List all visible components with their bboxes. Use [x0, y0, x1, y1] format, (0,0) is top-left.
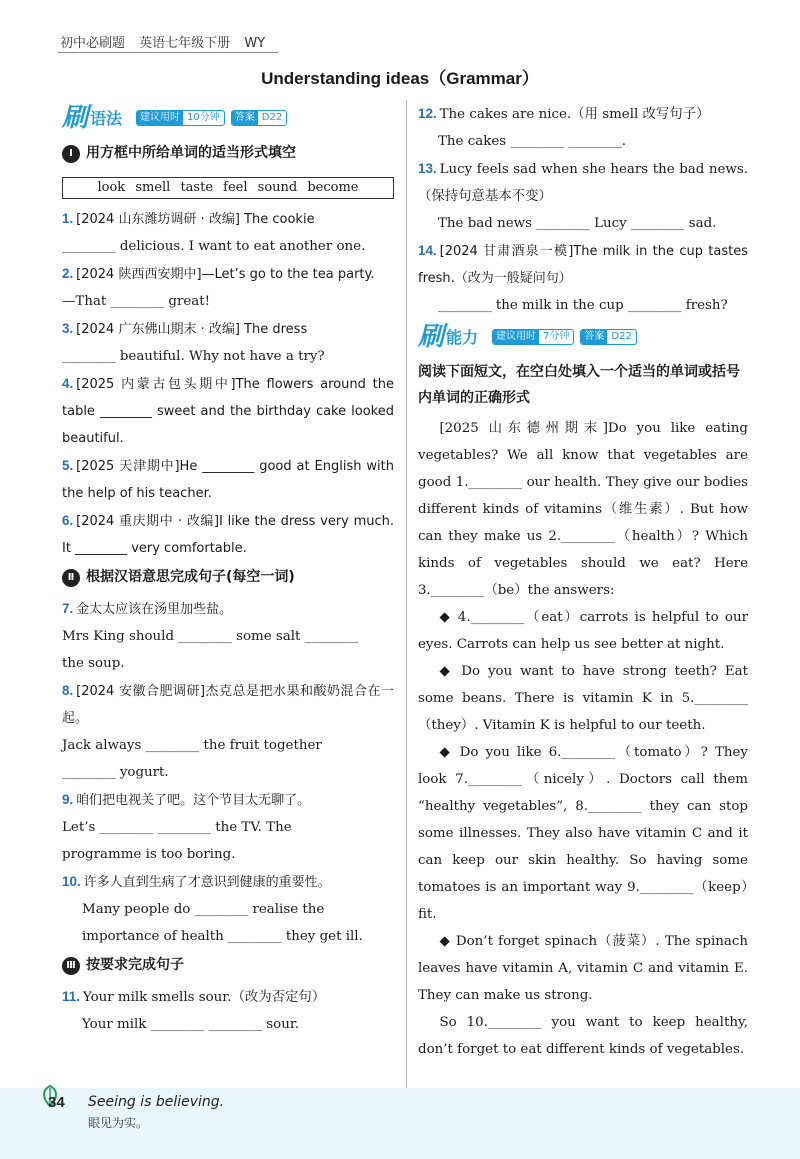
answer-pill: 答案 D22 — [231, 110, 287, 126]
column-divider — [406, 100, 407, 1090]
question-11: 11. Your milk smells sour.（改为否定句） Your milk ________ ________ sour. — [62, 989, 326, 1032]
right-column — [418, 100, 748, 1063]
time-pill: 建议用时 10分钟 — [136, 110, 225, 126]
answer-pill: 答案 D22 — [580, 329, 636, 345]
section-name: 语法 — [90, 108, 123, 128]
page-footer — [0, 1088, 800, 1159]
section-header-ability — [418, 319, 748, 355]
question-5: 5. [2025 天津期中]He ________ good at English with the help of his teacher. — [62, 458, 394, 501]
question-2: 2. [2024 陕西西安期中]—Let’s go to the tea party. —That ________ great! — [62, 266, 375, 309]
question-10: 10. 许多人直到生病了才意识到健康的重要性。 Many people do ________ realise the importance of health ________ they get ill. — [62, 874, 363, 944]
question-13: 13. Lucy feels sad when she hears the bad news.（保持句意基本不变） The bad news ________ Lucy ________ sad. — [418, 161, 748, 231]
series-name: 初中必刷题 — [60, 36, 126, 51]
reading-paragraph: So 10.________ you want to keep healthy, don’t forget to eat different kinds of vegetables. — [418, 1015, 748, 1057]
reading-paragraph: [2025 山东德州期末]Do you like eating vegetables? We all know that vegetables are good 1.________ our health. They give our bodies different kinds of vitamins（维生素）. But how can they make us 2.________（health）? Which kinds of vegetables should we eat? Here 3.________（be）the answers: — [418, 421, 748, 598]
reading-paragraph: ◆ Do you like 6.________（tomato）? They look 7.________（nicely）. Doctors call them “healthy vegetables”, 8.________ they can stop some illnesses. They also have vitamin C and it can keep our skin healthy. So having some tomatoes is an important way 9.________（keep）fit. — [418, 745, 748, 922]
roman-badge: Ⅰ — [62, 145, 80, 163]
question-6: 6. [2024 重庆期中 · 改编]I like the dress very much. It ________ very comfortable. — [62, 513, 394, 556]
part-heading-1: Ⅰ 用方框中所给单词的适当形式填空 — [62, 140, 394, 167]
question-4: 4. [2025 内蒙古包头期中]The flowers around the table ________ sweet and the birthday cake looked beautiful. — [62, 376, 394, 446]
left-column — [62, 100, 394, 1038]
subject-name: 英语七年级下册 — [139, 36, 231, 51]
part-heading-2: Ⅱ 根据汉语意思完成句子(每空一词) — [62, 564, 394, 591]
part-heading-3: Ⅲ 按要求完成句子 — [62, 952, 394, 979]
footer-motto: Seeing is believing. — [88, 1094, 225, 1110]
roman-badge: Ⅲ — [62, 957, 80, 975]
question-14: 14. [2024 甘肃酒泉一模]The milk in the cup tastes fresh.（改为一般疑问句） ________ the milk in the cup ________ fresh? — [418, 243, 748, 313]
word-box: look smell taste feel sound become — [62, 177, 394, 199]
section-header-grammar — [62, 100, 394, 136]
footer-motto-zh: 眼见为实。 — [88, 1116, 149, 1130]
question-9: 9. 咱们把电视关了吧。这个节目太无聊了。 Let’s ________ ________ the TV. The programme is too boring. — [62, 792, 311, 862]
shua-mark: 刷 — [418, 321, 445, 352]
section-name: 能力 — [446, 327, 479, 347]
reading-heading: 阅读下面短文，在空白处填入一个适当的单词或括号内单词的正确形式 — [418, 364, 740, 406]
edition: WY — [244, 36, 266, 51]
time-pill: 建议用时 7分钟 — [492, 329, 574, 345]
reading-paragraph: ◆ Do you want to have strong teeth? Eat some beans. There is vitamin K in 5.________（they）. Vitamin K is helpful to our teeth. — [418, 664, 748, 733]
page-number: 34 — [48, 1094, 65, 1111]
question-7: 7. 金太太应该在汤里加些盐。 Mrs King should ________ some salt ________ the soup. — [62, 601, 359, 671]
reading-paragraph: ◆ 4.________（eat）carrots is helpful to our eyes. Carrots can help us see better at night. — [418, 610, 748, 652]
running-header — [60, 32, 275, 51]
roman-badge: Ⅱ — [62, 569, 80, 587]
shua-mark: 刷 — [62, 102, 89, 133]
reading-paragraph: ◆ Don’t forget spinach（菠菜）. The spinach leaves have vitamin A, vitamin C and vitamin E. They can make us strong. — [418, 934, 748, 1003]
question-3: 3. [2024 广东佛山期末 · 改编] The dress ________ beautiful. Why not have a try? — [62, 321, 325, 364]
question-12: 12. The cakes are nice.（用 smell 改写句子） The cakes ________ ________. — [418, 106, 710, 149]
question-1: 1. [2024 山东潍坊调研 · 改编] The cookie ________ delicious. I want to eat another one. — [62, 211, 366, 254]
page-title: Understanding ideas（Grammar） — [261, 69, 539, 88]
header-rule — [58, 52, 278, 53]
question-8: 8. [2024 安徽合肥调研]杰克总是把水果和酸奶混合在一起。 Jack always ________ the fruit together ________ yogurt. — [62, 683, 394, 780]
